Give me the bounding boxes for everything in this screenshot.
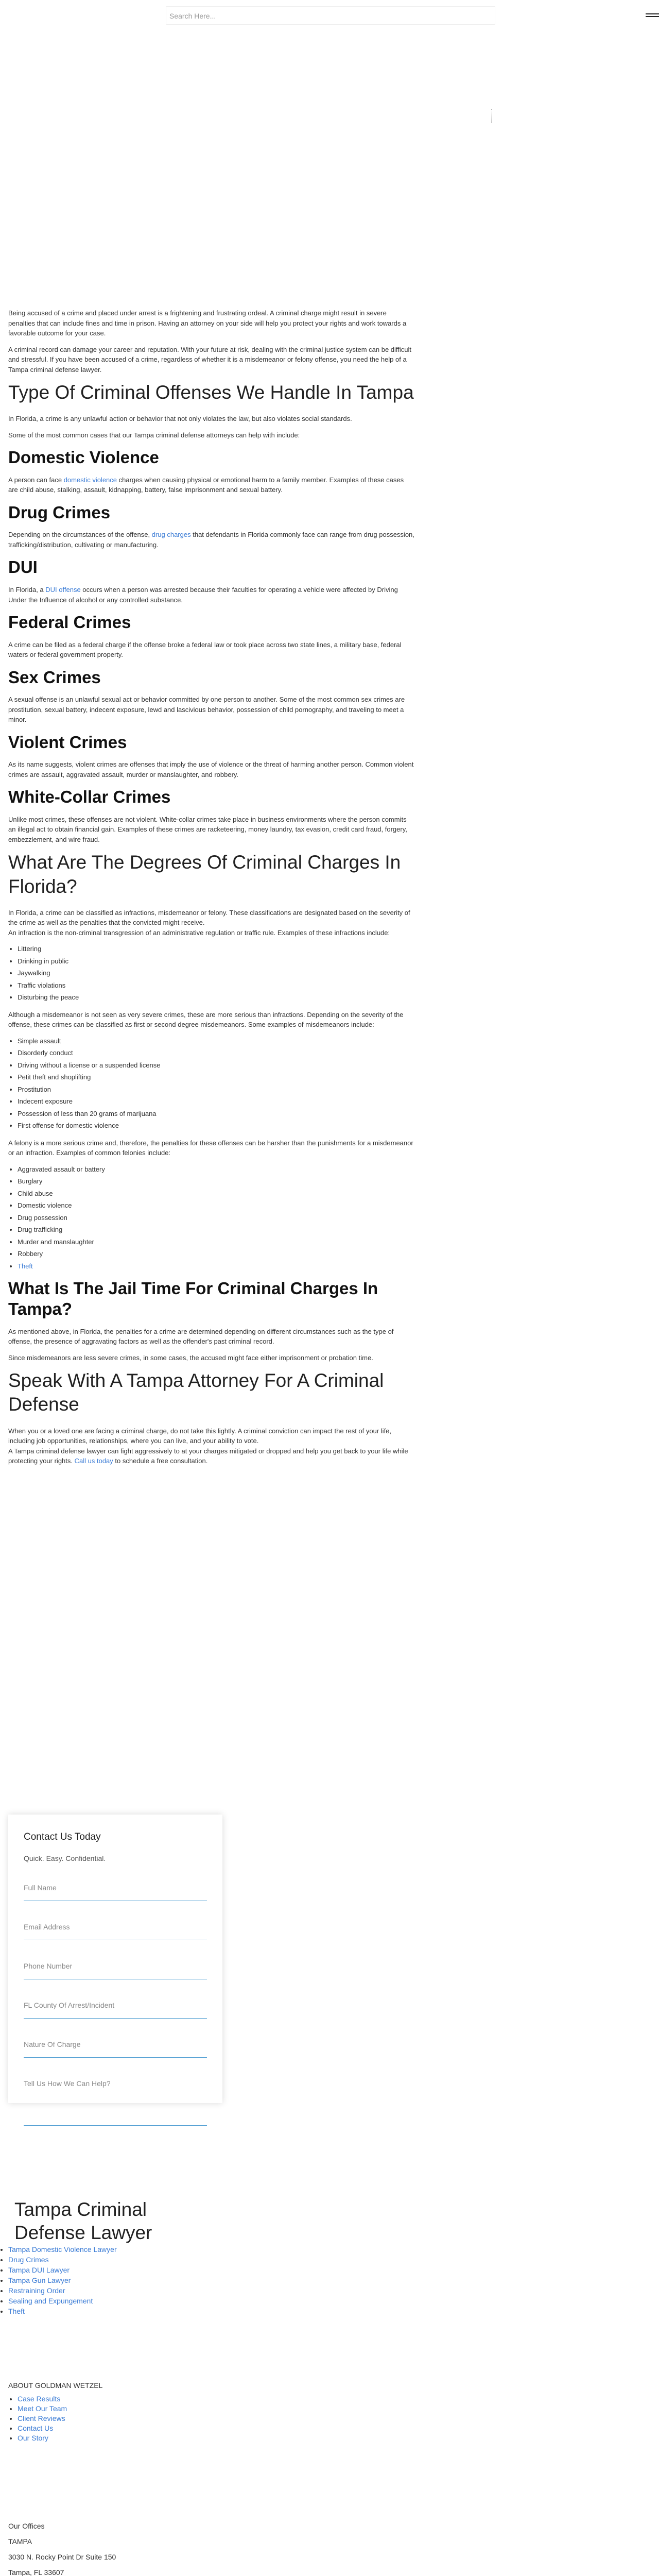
call-us-link[interactable]: Call us today <box>74 1457 113 1465</box>
link-text[interactable]: Tampa Gun Lawyer <box>8 2276 71 2284</box>
misdemeanors-list <box>18 1036 415 1131</box>
speak-paragraph: When you or a loved one are facing a criminal charge, do not take this lightly. A criminal conviction can impact the rest of your life, including job opportunities, relationships, where you can live, and your ability to vote. <box>8 1427 392 1445</box>
full-name-field[interactable]: Full Name <box>24 1873 207 1901</box>
text: In Florida, a <box>8 586 46 594</box>
text: to schedule a free consultation. <box>113 1457 208 1465</box>
dui-paragraph <box>8 585 415 605</box>
link-text[interactable]: Tampa Domestic Violence Lawyer <box>8 2245 117 2253</box>
list-item: • Prostitution <box>18 1084 415 1095</box>
text: A Tampa criminal defense lawyer can fight aggressively to at your charges mitigated or dropped and help you get back to your life while protecting your rights. <box>8 1447 408 1465</box>
link-text[interactable]: Tampa DUI Lawyer <box>8 2266 70 2274</box>
offenses-paragraph: In Florida, a crime is any unlawful action or behavior that not only violates the law, but also violates social standards. <box>8 415 352 423</box>
white-collar-heading: White-Collar Crimes <box>8 787 171 807</box>
sidebar-link[interactable] <box>8 2255 117 2265</box>
text: Depending on the circumstances of the offense, <box>8 531 152 539</box>
drug-crimes-heading: Drug Crimes <box>8 502 111 522</box>
text: A person can face <box>8 476 64 484</box>
list-item: • Possession of less than 20 grams of marijuana <box>18 1109 415 1119</box>
search-input[interactable]: Search Here... <box>166 6 495 25</box>
email-field[interactable]: Email Address <box>24 1912 207 1940</box>
phone-field[interactable]: Phone Number <box>24 1952 207 1979</box>
domestic-violence-link[interactable]: domestic violence <box>63 476 117 484</box>
link-text[interactable]: Client Reviews <box>18 2414 65 2422</box>
link-text[interactable]: Our Story <box>18 2434 48 2442</box>
list-item: • Jaywalking <box>18 968 415 978</box>
link-text[interactable]: Sealing and Expungement <box>8 2297 93 2305</box>
degrees-paragraph: A felony is a more serious crime and, therefore, the penalties for these offenses can be harsher than the punishments for a misdemeanor or an infraction. Examples of common felonies include: <box>8 1139 413 1157</box>
link-text[interactable]: Restraining Order <box>8 2286 65 2295</box>
divider <box>491 109 492 123</box>
list-item: • Drug trafficking <box>18 1225 415 1235</box>
sex-crimes-heading: Sex Crimes <box>8 667 101 687</box>
sex-crimes-paragraph: A sexual offense is an unlawful sexual act or behavior committed by one person to another. Some of the most common sex crimes are prostitution, sexual battery, indecent exposure, lewd and lascivious behavior, possession of child pornography, and traveling to meet a minor. <box>8 696 405 724</box>
violent-crimes-paragraph: As its name suggests, violent crimes are offenses that imply the use of violence or the threat of harming another person. Common violent crimes are assault, aggravated assault, murder or manslaughter, and robbery. <box>8 760 414 778</box>
list-item: • Disturbing the peace <box>18 992 415 1003</box>
violent-crimes-heading: Violent Crimes <box>8 732 127 752</box>
about-link[interactable] <box>18 2424 102 2433</box>
degrees-paragraph: Although a misdemeanor is not seen as very severe crimes, these are more serious than infractions. Depending on the severity of the offense, these crimes can be classified as first or second degree misdemeanors. Some examples of misdemeanors include: <box>8 1010 404 1029</box>
list-item: • Robbery <box>18 1249 415 1259</box>
list-item: • Domestic violence <box>18 1200 415 1211</box>
dui-heading: DUI <box>8 557 38 577</box>
list-item: • Petit theft and shoplifting <box>18 1072 415 1082</box>
degrees-paragraph: An infraction is the non-criminal transgression of an administrative regulation or traffic rule. Examples of these infractions include: <box>8 928 390 937</box>
federal-crimes-paragraph: A crime can be filed as a federal charge if the offense broke a federal law or took place across two state lines, a military base, federal waters or federal government property. <box>8 640 402 659</box>
felonies-list <box>18 1164 415 1272</box>
drug-charges-link[interactable]: drug charges <box>151 531 191 539</box>
offenses-heading: Type Of Criminal Offenses We Handle In Tampa <box>8 382 414 403</box>
domestic-violence-paragraph <box>8 475 415 495</box>
text: charges when causing physical or emotional harm to a family member. Examples of these cases are child abuse, stalking, assault, kidnapping, battery, false imprisonment and sexual battery. <box>8 476 404 494</box>
list-item: • Driving without a license or a suspended license <box>18 1060 415 1071</box>
list-item: • Disorderly conduct <box>18 1048 415 1058</box>
white-collar-paragraph: Unlike most crimes, these offenses are not violent. White-collar crimes take place in business environments where the person commits an illegal act to obtain financial gain. Examples of these crimes are racketeering, money laundry, tax evasion, credit card fraud, forgery, embezzlement, and wire fraud. <box>8 815 407 843</box>
list-item: • Child abuse <box>18 1189 415 1199</box>
speak-heading: Speak With A Tampa Attorney For A Criminal Defense <box>8 1370 384 1415</box>
infractions-list <box>18 944 415 1003</box>
practice-area-links <box>8 2244 117 2316</box>
office-city: Tampa, FL 33607 <box>8 2568 64 2576</box>
list-item: • Indecent exposure <box>18 1096 415 1107</box>
list-item: • Aggravated assault or battery <box>18 1164 415 1175</box>
link-text[interactable]: Contact Us <box>18 2424 54 2432</box>
link-text[interactable]: Drug Crimes <box>8 2256 49 2264</box>
jail-time-paragraph: As mentioned above, in Florida, the penalties for a crime are determined depending on different circumstances such as the type of offense, the presence of aggravating factors as well as the offender's past criminal record. <box>8 1327 394 1346</box>
sidebar-link[interactable] <box>8 2244 117 2255</box>
about-link[interactable] <box>18 2433 102 2443</box>
domestic-violence-heading: Domestic Violence <box>8 448 159 467</box>
offenses-paragraph: Some of the most common cases that our Tampa criminal defense attorneys can help with include: <box>8 431 300 439</box>
speak-paragraph <box>8 1446 415 1466</box>
sidebar-link[interactable] <box>8 2306 117 2316</box>
intro-paragraph: A criminal record can damage your career and reputation. With your future at risk, dealing with the criminal justice system can be difficult and stressful. If you have been accused of a crime, regardless of whether it is a misdemeanor or felony offense, you need the help of a Tampa criminal defense lawyer. <box>8 345 412 374</box>
top-bar <box>0 0 659 33</box>
sidebar-link[interactable] <box>8 2265 117 2275</box>
dui-offense-link[interactable]: DUI offense <box>45 586 81 594</box>
drug-crimes-paragraph <box>8 530 415 550</box>
list-item: • Drug possession <box>18 1213 415 1223</box>
list-item: • Murder and manslaughter <box>18 1237 415 1247</box>
about-link[interactable] <box>18 2394 102 2404</box>
about-link[interactable] <box>18 2414 102 2424</box>
hamburger-menu-icon[interactable] <box>646 13 659 20</box>
form-subtitle: Quick. Easy. Confidential. <box>24 1854 106 1862</box>
sidebar-title: Tampa Criminal Defense Lawyer <box>14 2199 152 2244</box>
office-name: TAMPA <box>8 2537 32 2546</box>
degrees-paragraph: In Florida, a crime can be classified as infractions, misdemeanor or felony. These classifications are designated based on the severity of the crime as well as the penalties that the convicted might receive. <box>8 908 410 927</box>
jail-time-heading: What Is The Jail Time For Criminal Charges In Tampa? <box>8 1279 378 1318</box>
about-link[interactable] <box>18 2404 102 2414</box>
offices-section <box>8 2518 116 2576</box>
list-item: • Littering <box>18 944 415 954</box>
list-item: • Traffic violations <box>18 980 415 991</box>
text: that defendants in Florida commonly face can range from drug possession, trafficking/distribution, cultivating or manufacturing. <box>8 531 414 549</box>
jail-time-paragraph: Since misdemeanors are less severe crimes, in some cases, the accused might face either imprisonment or probation time. <box>8 1353 373 1362</box>
link-text[interactable]: Meet Our Team <box>18 2404 67 2413</box>
office-address: 3030 N. Rocky Point Dr Suite 150 <box>8 2553 116 2561</box>
contact-form <box>8 1815 222 2103</box>
sidebar-link[interactable] <box>8 2275 117 2285</box>
federal-crimes-heading: Federal Crimes <box>8 613 131 632</box>
list-item: • Burglary <box>18 1176 415 1187</box>
about-links <box>18 2394 102 2443</box>
degrees-heading: What Are The Degrees Of Criminal Charges In Florida? <box>8 852 401 897</box>
link-text[interactable]: Theft <box>8 2307 25 2315</box>
text: occurs when a person was arrested because their faculties for operating a vehicle were affected by Driving Under the Influence of alcohol or any controlled substance. <box>8 586 398 604</box>
form-title: Contact Us Today <box>24 1832 101 1842</box>
main-content <box>8 308 415 1472</box>
message-field[interactable]: Tell Us How We Can Help? <box>24 2069 207 2126</box>
intro-paragraph: Being accused of a crime and placed under arrest is a frightening and frustrating ordeal. A criminal charge might result in severe penalties that can include fines and time in prison. Having an attorney on your side will help you protect your rights and work towards a favorable outcome for your case. <box>8 309 407 337</box>
about-title: ABOUT GOLDMAN WETZEL <box>8 2381 103 2389</box>
county-field[interactable]: FL County Of Arrest/Incident <box>24 1991 207 2019</box>
sidebar-link[interactable] <box>8 2296 117 2306</box>
list-item: • Drinking in public <box>18 956 415 967</box>
offices-heading: Our Offices <box>8 2522 45 2530</box>
list-item <box>18 1261 415 1272</box>
list-item: • First offense for domestic violence <box>18 1121 415 1131</box>
sidebar-link[interactable] <box>8 2285 117 2296</box>
list-item: • Simple assault <box>18 1036 415 1046</box>
theft-link[interactable]: Theft <box>18 1262 33 1270</box>
nature-of-charge-field[interactable]: Nature Of Charge <box>24 2030 207 2058</box>
link-text[interactable]: Case Results <box>18 2395 61 2403</box>
about-section <box>8 2380 102 2443</box>
